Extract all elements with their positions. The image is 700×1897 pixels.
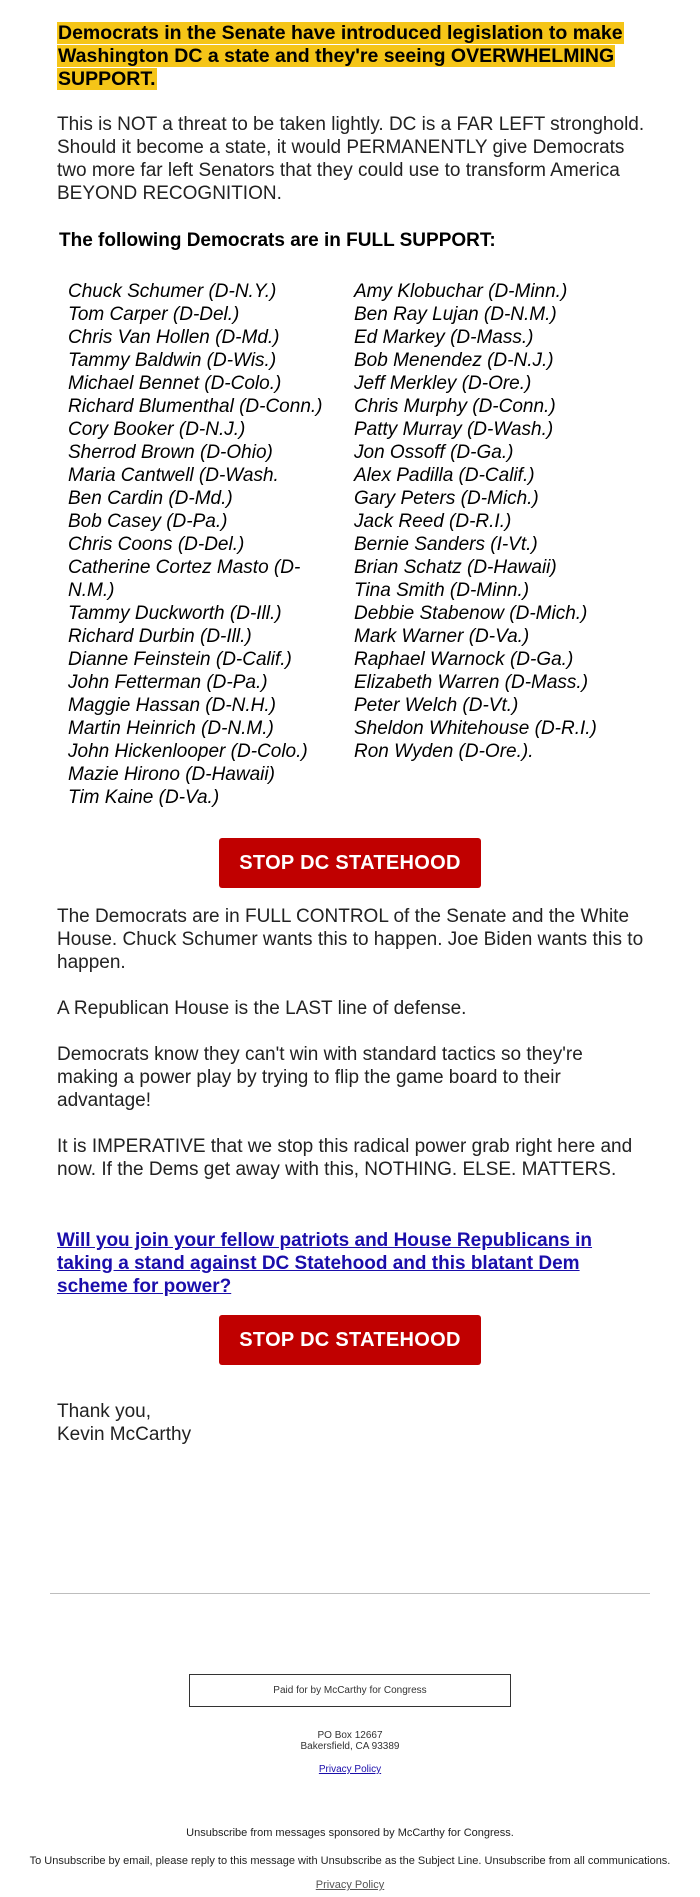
supporter-name: Patty Murray (D-Wash.) xyxy=(354,419,554,440)
supporter-name: Jack Reed (D-R.I.) xyxy=(354,511,512,532)
supporter-name: Dianne Feinstein (D-Calif.) xyxy=(68,649,292,670)
supporter-name: Alex Padilla (D-Calif.) xyxy=(354,465,535,486)
supporter-name: Chuck Schumer (D-N.Y.) xyxy=(68,281,277,302)
supporter-name: Bob Casey (D-Pa.) xyxy=(68,511,228,532)
unsubscribe-email-note: To Unsubscribe by email, please reply to this message with Unsubscribe as the Subject Line. Unsubscribe from all communications. xyxy=(29,1855,671,1867)
address-line-1: PO Box 12667 xyxy=(317,1730,383,1741)
supporter-name: Ron Wyden (D-Ore.). xyxy=(354,741,534,762)
supporter-name: Cory Booker (D-N.J.) xyxy=(68,419,246,440)
supporter-name: John Hickenlooper (D-Colo.) xyxy=(68,741,308,762)
supporter-name: Ed Markey (D-Mass.) xyxy=(354,327,534,348)
supporter-name: Chris Coons (D-Del.) xyxy=(68,534,245,555)
stop-dc-statehood-button[interactable]: STOP DC STATEHOOD xyxy=(219,838,481,888)
supporter-name: John Fetterman (D-Pa.) xyxy=(68,672,268,693)
supporter-name: Maria Cantwell (D-Wash. xyxy=(68,465,279,486)
supporter-name: Richard Blumenthal (D-Conn.) xyxy=(68,396,323,417)
body-paragraph-2: A Republican House is the LAST line of defense. xyxy=(57,998,467,1019)
supporter-name: Tim Kaine (D-Va.) xyxy=(68,787,220,808)
supporter-name: Ben Ray Lujan (D-N.M.) xyxy=(354,304,557,325)
supporter-name: Chris Murphy (D-Conn.) xyxy=(354,396,556,417)
supporter-name: Jeff Merkley (D-Ore.) xyxy=(354,373,532,394)
paid-for-disclaimer: Paid for by McCarthy for Congress xyxy=(189,1674,511,1707)
body-paragraph-3: Democrats know they can't win with standard tactics so they're making a power play by trying to flip the game board to their advantage! xyxy=(57,1044,583,1111)
address-line-2: Bakersfield, CA 93389 xyxy=(300,1741,400,1752)
privacy-policy-link-bottom[interactable]: Privacy Policy xyxy=(315,1879,385,1891)
supporter-name: Peter Welch (D-Vt.) xyxy=(354,695,519,716)
supporter-name: Brian Schatz (D-Hawaii) xyxy=(354,557,557,578)
supporter-name: Jon Ossoff (D-Ga.) xyxy=(354,442,514,463)
supporter-name: Bob Menendez (D-N.J.) xyxy=(354,350,554,371)
supporter-name: Maggie Hassan (D-N.H.) xyxy=(68,695,276,716)
supporter-name: Sheldon Whitehouse (D-R.I.) xyxy=(354,718,597,739)
privacy-policy-link-top-wrap xyxy=(0,1764,700,1775)
privacy-policy-link[interactable]: Privacy Policy xyxy=(318,1764,382,1775)
supporters-list-left xyxy=(68,280,328,809)
supporters-list-right xyxy=(354,280,654,763)
supporter-name: Bernie Sanders (I-Vt.) xyxy=(354,534,538,555)
signer-name: Kevin McCarthy xyxy=(57,1424,192,1445)
supporter-name: Gary Peters (D-Mich.) xyxy=(354,488,539,509)
supporter-name: Tina Smith (D-Minn.) xyxy=(354,580,530,601)
headline xyxy=(57,22,647,91)
supporter-name: Tammy Duckworth (D-Ill.) xyxy=(68,603,282,624)
headline-text: Democrats in the Senate have introduced legislation to make Washington DC a state and they're seeing OVERWHELMING SUPPORT. xyxy=(58,22,623,90)
supporter-name: Ben Cardin (D-Md.) xyxy=(68,488,233,509)
supporter-name: Richard Durbin (D-Ill.) xyxy=(68,626,252,647)
supporter-name: Sherrod Brown (D-Ohio) xyxy=(68,442,273,463)
supporter-name: Catherine Cortez Masto (D-N.M.) xyxy=(68,557,301,601)
supporter-name: Tom Carper (D-Del.) xyxy=(68,304,240,325)
supporter-name: Michael Bennet (D-Colo.) xyxy=(68,373,282,394)
supporter-name: Amy Klobuchar (D-Minn.) xyxy=(354,281,568,302)
stop-dc-statehood-button-2[interactable]: STOP DC STATEHOOD xyxy=(219,1315,481,1365)
supporter-name: Raphael Warnock (D-Ga.) xyxy=(354,649,574,670)
supporter-name: Chris Van Hollen (D-Md.) xyxy=(68,327,280,348)
privacy-policy-link-bottom-wrap xyxy=(0,1879,700,1891)
supporter-name: Elizabeth Warren (D-Mass.) xyxy=(354,672,589,693)
supporters-heading: The following Democrats are in FULL SUPPORT: xyxy=(59,230,496,251)
supporter-name: Mazie Hirono (D-Hawaii) xyxy=(68,764,275,785)
footer-divider xyxy=(50,1593,650,1594)
supporter-name: Martin Heinrich (D-N.M.) xyxy=(68,718,274,739)
signoff: Thank you, xyxy=(57,1401,151,1422)
intro-paragraph: This is NOT a threat to be taken lightly. DC is a FAR LEFT stronghold. Should it become a state, it would PERMANENTLY give Democrats two more far left Senators that they could use to transform America BEYOND RECOGNITION. xyxy=(57,114,645,204)
body-paragraph-1: The Democrats are in FULL CONTROL of the Senate and the White House. Chuck Schumer wants this to happen. Joe Biden wants this to happen. xyxy=(57,906,644,973)
ask-link[interactable]: Will you join your fellow patriots and House Republicans in taking a stand against DC Statehood and this blatant Dem scheme for power? xyxy=(57,1230,593,1297)
signature xyxy=(57,1400,191,1446)
body-paragraph-4: It is IMPERATIVE that we stop this radical power grab right here and now. If the Dems get away with this, NOTHING. ELSE. MATTERS. xyxy=(57,1136,633,1180)
supporter-name: Mark Warner (D-Va.) xyxy=(354,626,530,647)
supporter-name: Debbie Stabenow (D-Mich.) xyxy=(354,603,588,624)
unsubscribe-sponsored-link[interactable]: Unsubscribe from messages sponsored by McCarthy for Congress. xyxy=(186,1827,514,1839)
supporter-name: Tammy Baldwin (D-Wis.) xyxy=(68,350,277,371)
